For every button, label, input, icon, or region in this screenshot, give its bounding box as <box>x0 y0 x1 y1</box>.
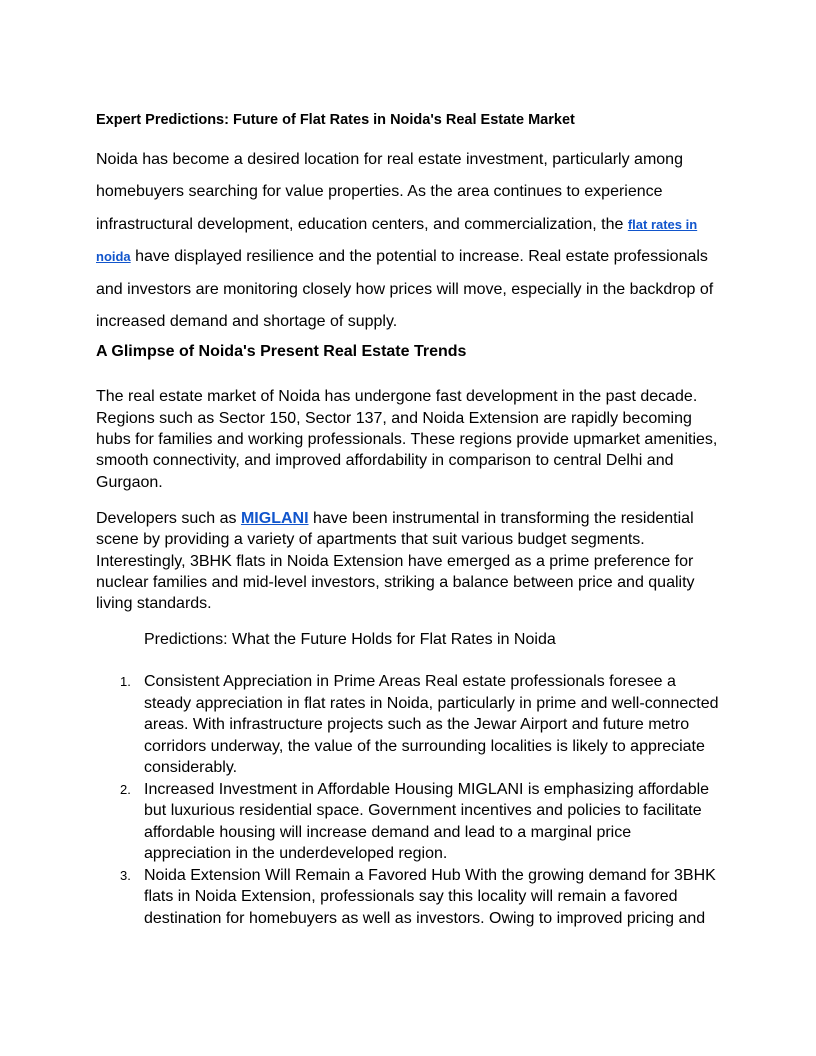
developers-text-end: have been instrumental in transforming the residential scene by providing a variety of apartments that suit various budget segments. Interestingly, 3BHK flats in Noida Extension have emerged as a prime preference for nuclear families and mid-level investors, striking a balance between price and quality living standards. <box>96 509 695 613</box>
list-item <box>120 865 722 930</box>
developers-text-start: Developers such as <box>96 509 241 527</box>
document-title: Expert Predictions: Future of Flat Rates in Noida's Real Estate Market <box>96 112 575 128</box>
list-item-text: Consistent Appreciation in Prime Areas Real estate professionals foresee a steady appreciation in flat rates in Noida, particularly in prime and well-connected areas. With infrastructure projects such as the Jewar Airport and future metro corridors underway, the value of the surrounding localities is likely to appreciate considerably. <box>144 673 719 777</box>
intro-text-end: have displayed resilience and the potential to increase. Real estate professionals and investors are monitoring closely how prices will move, especially in the backdrop of increased demand and shortage of supply. <box>96 248 714 331</box>
list-item <box>120 779 722 865</box>
intro-paragraph <box>96 144 722 338</box>
miglani-link[interactable]: MIGLANI <box>240 509 309 527</box>
list-item <box>120 671 722 779</box>
list-item-text: Noida Extension Will Remain a Favored Hub With the growing demand for 3BHK flats in Noida Extension, professionals say this locality will remain a favored destination for homebuyers as well as investors. Owing to improved pricing and <box>144 866 716 927</box>
developers-paragraph <box>96 508 722 614</box>
trends-paragraph: The real estate market of Noida has undergone fast development in the past decade. Regions such as Sector 150, Sector 137, and Noida Extension are rapidly becoming hubs for families and working professionals. These regions provide upmarket amenities, smooth connectivity, and improved affordability in comparison to central Delhi and Gurgaon. <box>96 388 718 491</box>
section-heading-trends: A Glimpse of Noida's Present Real Estate Trends <box>96 343 467 361</box>
list-item-number: 2. <box>120 781 131 797</box>
predictions-heading: Predictions: What the Future Holds for Flat Rates in Noida <box>144 631 556 649</box>
intro-text-start: Noida has become a desired location for real estate investment, particularly among homebuyers searching for value properties. As the area continues to experience infrastructural development, education centers, and commercialization, the <box>96 151 683 233</box>
document-page <box>96 110 722 929</box>
flat-rates-link[interactable]: flat rates in noida <box>96 216 698 265</box>
list-item-text: Increased Investment in Affordable Housing MIGLANI is emphasizing affordable but luxurious residential space. Government incentives and policies to facilitate affordable housing will increase demand and lead to a marginal price appreciation in the underdeveloped region. <box>144 780 710 863</box>
predictions-list <box>96 671 722 929</box>
list-item-number: 3. <box>120 867 131 883</box>
list-item-number: 1. <box>120 674 131 690</box>
